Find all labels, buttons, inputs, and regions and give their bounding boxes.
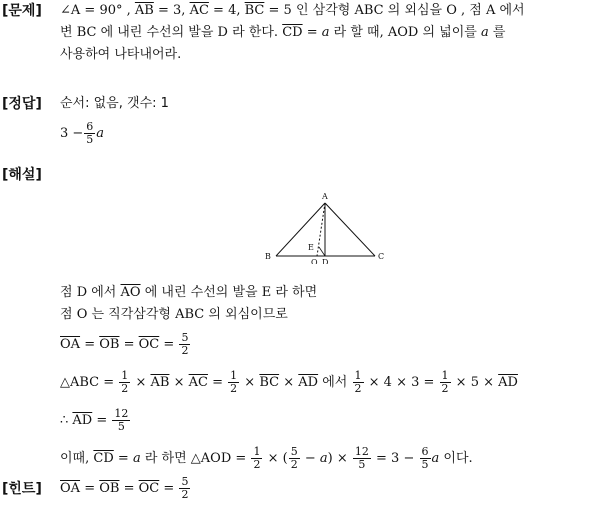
solution-line-1: 점 D 에서 $\overline{AO}$ 에 내린 수선의 발을 E 라 하면 — [60, 285, 318, 300]
side-ac — [325, 203, 375, 256]
segment-de — [319, 247, 325, 256]
solution-text — [60, 282, 590, 478]
solution-line-6: 이때, $\overline{CD} = a$ 라 하면 △AOD = $\frac{1}{2}$ × ( $\frac{5}{2}$ − a) × $\frac{12}{5}$ = 3 − $\frac{6}{5}$ a 이다. — [60, 445, 473, 471]
label-b: B — [265, 252, 271, 261]
solution-line-4: △ABC = $\frac{1}{2}$ × $\overline{AB} \times \overline{AC}$ = $\frac{1}{2}$ × $\overline{BC} \times \overline{AD}$ 에서 $\frac{1}{2}$ × 4 × 3 = $\frac{1}{2}$ × $5 \times \overline{AD}$ — [60, 369, 518, 395]
side-ab — [276, 203, 325, 256]
label-o: O — [311, 258, 318, 264]
label-e: E — [308, 243, 314, 252]
solution-tag: [해설] — [2, 167, 42, 183]
solution-line-2: 점 O 는 직각삼각형 ABC 의 외심이므로 — [60, 307, 288, 322]
problem-line-3: 사용하여 나타내어라. — [60, 47, 182, 62]
hint-tag: [힌트] — [2, 481, 42, 497]
answer-meta: 순서: 없음, 갯수: 1 — [60, 96, 169, 111]
answer-fraction: $\frac{6}{5}$ — [86, 120, 94, 146]
problem-tag: [문제] — [2, 3, 42, 19]
triangle-diagram — [262, 188, 392, 264]
problem-line-2: 변 BC 에 내린 수선의 발을 D 라 한다. $\overline{CD} = a$ 라 할 때, AOD 의 넓이를 a 를 — [60, 25, 506, 40]
label-a: A — [322, 192, 328, 201]
problem-line-1: ∠A = 90° , $\overline{AB} = 3$, $\overline{AC} = 4$, $\overline{BC} = 5$ 인 삼각형 ABC 의 외심을 O , 점 A 에서 — [60, 3, 525, 18]
answer-tag: [정답] — [2, 96, 42, 112]
answer-value: 3 − $\frac{6}{5}$ a — [60, 120, 105, 146]
solution-line-3: $\overline{OA} = \overline{OB} = \overline{OC}$ = $\frac{5}{2}$ — [60, 331, 189, 357]
label-d: D — [322, 258, 329, 264]
solution-line-5: ∴ $\overline{AD}$ = $\frac{12}{5}$ — [60, 407, 129, 433]
hint-line: $\overline{OA} = \overline{OB} = \overline{OC}$ = $\frac{5}{2}$ — [60, 475, 189, 501]
label-c: C — [378, 252, 385, 261]
problem-text — [60, 0, 590, 66]
